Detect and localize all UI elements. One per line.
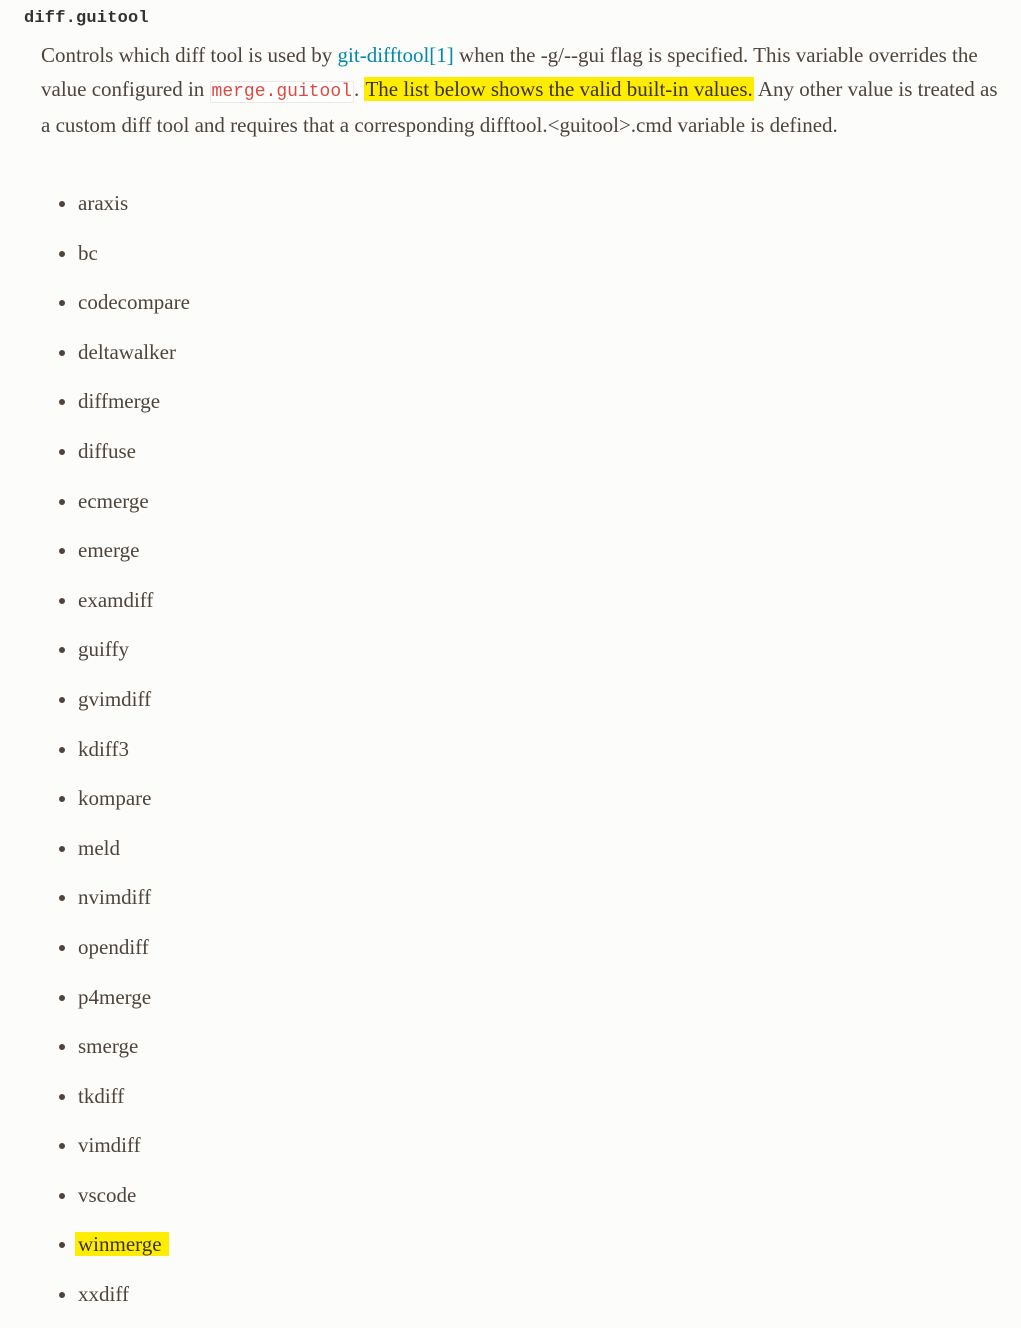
list-item (0, 1129, 190, 1179)
git-difftool-link[interactable]: git-difftool[1] (337, 43, 454, 67)
list-item (0, 485, 190, 535)
description-text: Controls which diff tool is used by (41, 43, 338, 67)
config-term: diff.guitool (24, 9, 149, 28)
list-item (0, 286, 190, 336)
bullet-icon (59, 1242, 65, 1248)
bullet-icon (59, 300, 65, 306)
list-item-label: diffuse (78, 438, 136, 463)
list-item-label: p4merge (78, 984, 152, 1009)
list-item (0, 385, 190, 435)
list-item (0, 832, 190, 882)
bullet-icon (59, 598, 65, 604)
bullet-icon (59, 846, 65, 852)
list-item (0, 584, 190, 634)
list-item-label: araxis (78, 191, 129, 215)
bullet-icon (59, 449, 65, 455)
bullet-icon (59, 201, 65, 207)
bullet-icon (59, 1044, 65, 1050)
bullet-icon (59, 895, 65, 901)
list-item (0, 881, 190, 931)
list-item-label: nvimdiff (78, 885, 152, 910)
bullet-icon (59, 747, 65, 753)
list-item (0, 534, 190, 584)
list-item-label: codecompare (78, 290, 190, 315)
list-item-label: winmerge (75, 1232, 169, 1256)
bullet-icon (59, 1292, 65, 1298)
list-item (0, 931, 190, 981)
bullet-icon (59, 350, 65, 356)
bullet-icon (59, 251, 65, 257)
list-item (0, 633, 190, 683)
bullet-icon (59, 995, 65, 1001)
merge-guitool-code: merge.guitool (211, 81, 352, 102)
list-item (0, 1179, 190, 1229)
bullet-icon (59, 399, 65, 405)
valid-values-list (0, 187, 190, 1328)
list-item-label: meld (78, 835, 120, 860)
bullet-icon (59, 796, 65, 802)
bullet-icon (59, 548, 65, 554)
list-item-label: deltawalker (78, 339, 176, 364)
list-item (0, 336, 190, 386)
list-item-label: smerge (78, 1034, 139, 1059)
list-item (0, 187, 190, 237)
list-item-label: examdiff (78, 587, 154, 612)
description-text: when the -g/--gui flag is specified. This variable overrides the value configured in (41, 43, 978, 101)
bullet-icon (59, 1094, 65, 1100)
list-item (0, 237, 190, 287)
bullet-icon (59, 945, 65, 951)
list-item (0, 1030, 190, 1080)
list-item (0, 782, 190, 832)
list-item-label: gvimdiff (78, 686, 152, 711)
list-item-label: diffmerge (78, 389, 161, 414)
config-description (41, 39, 1001, 143)
list-item-label: vimdiff (78, 1133, 141, 1158)
list-item-label: kompare (78, 786, 152, 811)
bullet-icon (59, 499, 65, 505)
list-item-label: tkdiff (78, 1083, 125, 1108)
list-item-label: guiffy (78, 637, 129, 662)
list-item-label: bc (78, 240, 98, 265)
list-item (0, 1278, 190, 1328)
list-item (0, 981, 190, 1031)
list-item-label: emerge (78, 538, 140, 563)
bullet-icon (59, 1143, 65, 1149)
list-item-label: kdiff3 (78, 736, 129, 761)
list-item (0, 1228, 190, 1278)
description-text: Any other value is treated as a custom diff tool and requires that a corresponding difftool.<guitool>.cmd variable is defined. (41, 76, 998, 137)
bullet-icon (59, 647, 65, 653)
description-text: . (353, 76, 365, 101)
highlighted-sentence: The list below shows the valid built-in values. (365, 76, 753, 101)
list-item (0, 683, 190, 733)
list-item (0, 1080, 190, 1130)
list-item-label: xxdiff (78, 1282, 129, 1307)
bullet-icon (59, 1193, 65, 1199)
list-item (0, 733, 190, 783)
bullet-icon (59, 697, 65, 703)
list-item (0, 435, 190, 485)
list-item-label: ecmerge (78, 488, 149, 513)
list-item-label: vscode (78, 1182, 137, 1207)
list-item-label: opendiff (78, 934, 149, 959)
